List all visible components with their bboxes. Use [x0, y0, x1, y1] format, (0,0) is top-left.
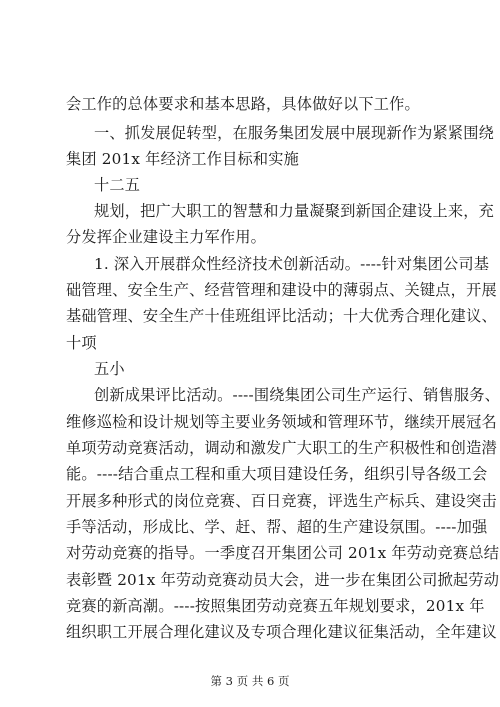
heading-line: 1. 深入开展群众性经济技术创新活动。----针对集团公司基	[94, 255, 490, 273]
text-line: 手等活动，形成比、学、赶、帮、超的生产建设氛围。----加强	[66, 518, 488, 536]
text-line: 十二五	[94, 176, 141, 194]
text-line: 分发挥企业建设主力军作用。	[66, 228, 267, 246]
text-line: 组织职工开展合理化建议及专项合理化建议征集活动，全年建议	[66, 623, 497, 641]
text-line: 会工作的总体要求和基本思路，具体做好以下工作。	[66, 95, 420, 113]
text-line: 五小	[94, 360, 125, 378]
text-line: 开展多种形式的岗位竞赛、百日竞赛，评选生产标兵、建设突击	[66, 492, 497, 510]
text-line: 规划，把广大职工的智慧和力量凝聚到新国企建设上来，充	[94, 202, 495, 220]
text-line: 集团 201x 年经济工作目标和实施	[66, 150, 300, 168]
page-number-footer: 第 3 页 共 6 页	[210, 674, 290, 688]
text-line: 十项	[66, 334, 97, 352]
text-line: 单项劳动竞赛活动，调动和激发广大职工的生产积极性和创造潜	[66, 439, 497, 457]
text-line: 表彰暨 201x 年劳动竞赛动员大会，进一步在集团公司掀起劳动	[66, 571, 500, 589]
text-line: 基础管理、安全生产十佳班组评比活动；十大优秀合理化建议、	[66, 307, 497, 325]
text-line: 竞赛的新高潮。----按照集团劳动竞赛五年规划要求，201x 年	[66, 597, 485, 615]
text-line: 创新成果评比活动。----围绕集团公司生产运行、销售服务、	[94, 386, 500, 404]
text-line: 维修巡检和设计规划等主要业务领域和管理环节，继续开展冠名	[66, 413, 497, 431]
text-line: 础管理、安全生产、经营管理和建设中的薄弱点、关键点，开展	[66, 281, 497, 299]
heading-line: 一、抓发展促转型，在服务集团发展中展现新作为紧紧围绕	[94, 124, 495, 142]
text-line: 能。----结合重点工程和重大项目建设任务，组织引导各级工会	[66, 465, 488, 483]
text-line: 对劳动竞赛的指导。一季度召开集团公司 201x 年劳动竞赛总结	[66, 544, 500, 562]
